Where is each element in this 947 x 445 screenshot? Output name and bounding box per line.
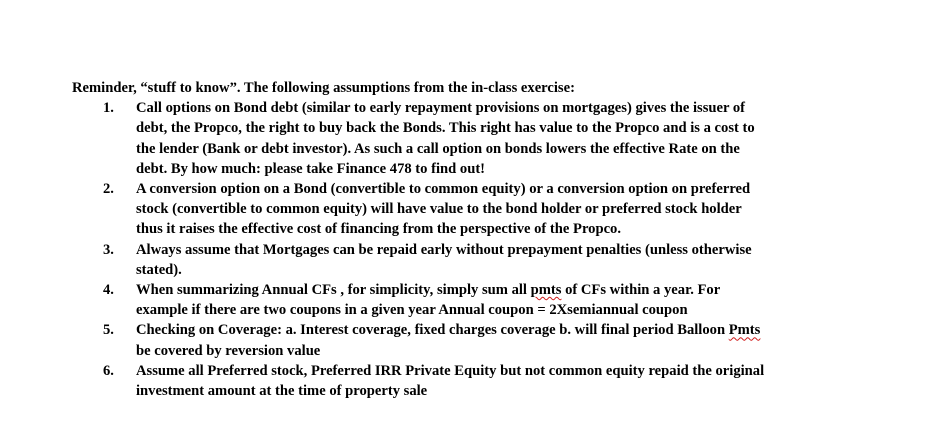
item-line: example if there are two coupons in a given year Annual coupon = 2Xsemiannual coupon: [136, 302, 688, 319]
item-line: thus it raises the effective cost of financing from the perspective of the Propco.: [136, 221, 621, 238]
item-number: 2.: [103, 181, 114, 198]
item-number: 1.: [103, 100, 114, 117]
item-text: Checking on Coverage: a. Interest coverage, fixed charges coverage b. will final period Balloon: [136, 322, 729, 339]
item-line: investment amount at the time of property sale: [136, 383, 428, 400]
item-text: of CFs within a year. For: [561, 282, 721, 299]
item-line: Call options on Bond debt (similar to early repayment provisions on mortgages) gives the issuer of: [136, 100, 746, 117]
list-item-4: [72, 280, 932, 320]
list-item-2: [72, 179, 932, 240]
list-item-5: [72, 320, 932, 360]
item-number: 5.: [103, 322, 114, 339]
item-line: Always assume that Mortgages can be repaid early without prepayment penalties (unless otherwise: [136, 241, 752, 258]
item-line: debt, the Propco, the right to buy back the Bonds. This right has value to the Propco and is a cost to: [136, 120, 755, 137]
document-body: [72, 78, 932, 401]
item-number: 4.: [103, 282, 114, 299]
item-number: 6.: [103, 362, 114, 379]
item-line: be covered by reversion value: [136, 342, 321, 359]
spellcheck-marked-word[interactable]: pmts: [530, 282, 562, 299]
item-line: stock (convertible to common equity) will have value to the bond holder or preferred stock holder: [136, 201, 742, 218]
item-line: A conversion option on a Bond (convertible to common equity) or a conversion option on preferred: [136, 181, 751, 198]
item-line: [136, 280, 932, 300]
item-line: debt. By how much: please take Finance 478 to find out!: [136, 160, 486, 177]
list-item-1: [72, 98, 932, 179]
item-line: Assume all Preferred stock, Preferred IRR Private Equity but not common equity repaid the original: [136, 362, 765, 379]
spellcheck-marked-word[interactable]: Pmts: [728, 322, 761, 339]
item-line: stated).: [136, 261, 182, 278]
reminder-heading: Reminder, “stuff to know”. The following assumptions from the in-class exercise:: [72, 80, 575, 96]
item-line: [136, 320, 932, 340]
list-item-3: [72, 240, 932, 280]
assumptions-list: [72, 98, 932, 401]
item-line: the lender (Bank or debt investor). As such a call option on bonds lowers the effective Rate on the: [136, 140, 740, 157]
item-number: 3.: [103, 241, 114, 258]
list-item-6: [72, 361, 932, 401]
item-text: When summarizing Annual CFs , for simplicity, simply sum all: [136, 282, 531, 299]
